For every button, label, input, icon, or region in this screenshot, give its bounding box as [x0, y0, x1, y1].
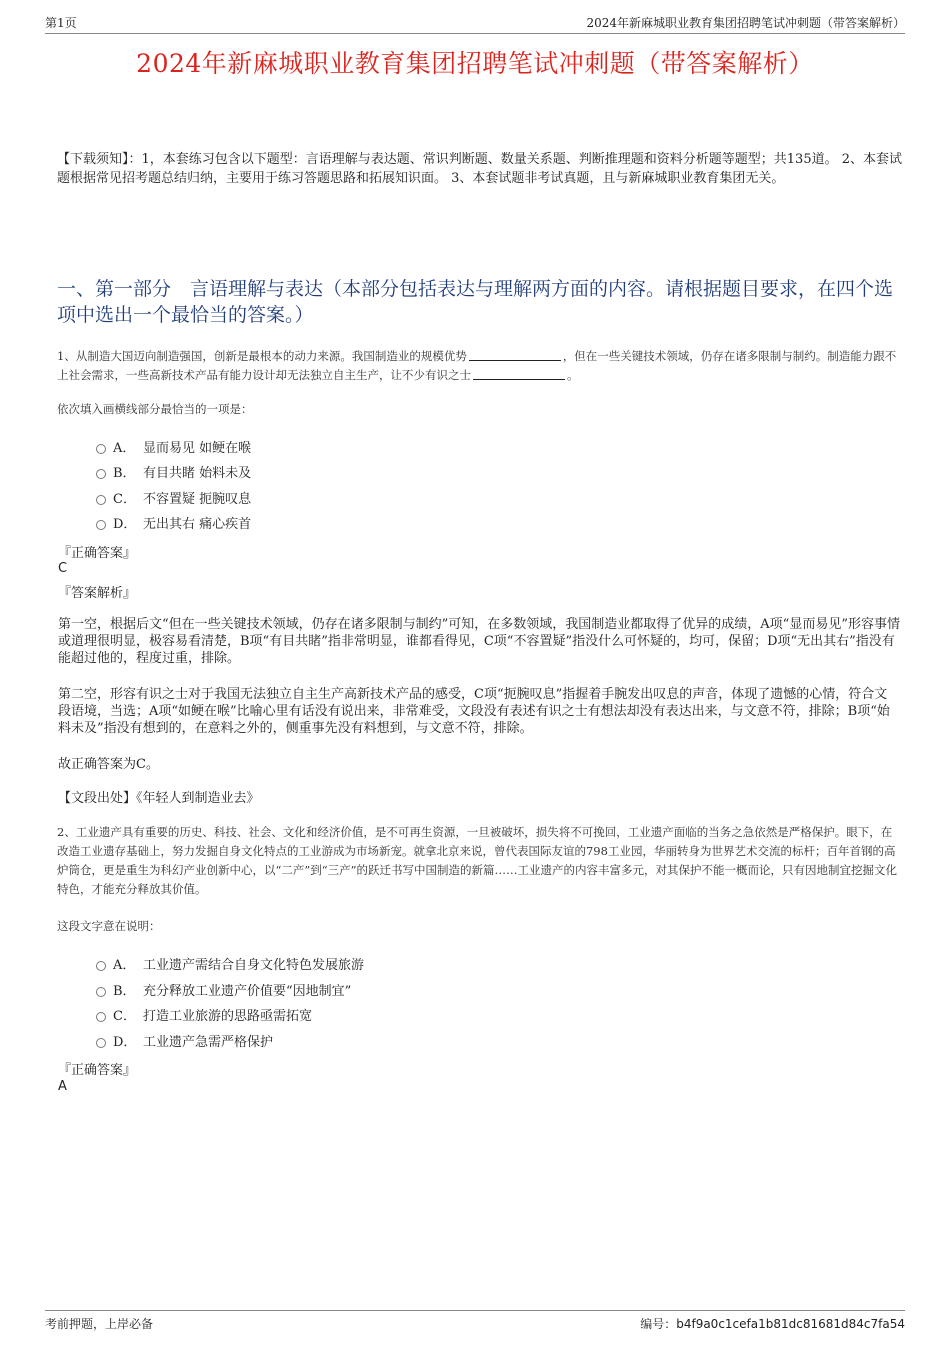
question-1-text-part-b: ，但在一些关键技术领域，仍存在诸多限制与制约。制造能力跟不上社会需求，一些高新技术产品有能力设计却无法独立自主生产，让不少有识之士 — [57, 349, 897, 382]
question-2-answer-label: 『正确答案』 — [58, 1063, 137, 1078]
footer-code-label: 编号： — [640, 1317, 677, 1331]
question-1-option-b[interactable] — [96, 461, 251, 481]
option-letter: C． — [113, 491, 136, 507]
question-1-option-c[interactable] — [96, 487, 251, 507]
fill-blank-2 — [473, 367, 565, 380]
option-letter: A． — [113, 957, 136, 973]
question-1-text-part-a: 1、从制造大国迈向制造强国，创新是最根本的动力来源。我国制造业的规模优势 — [57, 349, 467, 363]
question-1-analysis-label: 『答案解析』 — [58, 586, 137, 601]
page-header — [45, 14, 905, 34]
radio-icon[interactable] — [96, 444, 106, 454]
radio-icon[interactable] — [96, 1038, 106, 1048]
question-2-option-d[interactable] — [96, 1030, 273, 1050]
radio-icon[interactable] — [96, 961, 106, 971]
fill-blank-1 — [469, 348, 561, 361]
radio-icon[interactable] — [96, 520, 106, 530]
option-text: 不容置疑 扼腕叹息 — [143, 491, 252, 507]
question-1-text-part-c: 。 — [567, 368, 579, 382]
question-1-prompt: 依次填入画横线部分最恰当的一项是： — [57, 402, 253, 416]
radio-icon[interactable] — [96, 1012, 106, 1022]
question-2-option-c[interactable] — [96, 1004, 312, 1024]
option-letter: B． — [113, 465, 136, 481]
radio-icon[interactable] — [96, 469, 106, 479]
footer-code — [640, 1315, 905, 1332]
page-footer — [45, 1310, 905, 1335]
question-2-option-a[interactable] — [96, 953, 364, 973]
question-1-text — [57, 347, 902, 385]
question-1-analysis-paragraph-1: 第一空，根据后文“但在一些关键技术领域，仍存在诸多限制与制约”可知，在多数领域，我国制造业都取得了优异的成绩，A项“显而易见”形容事情或道理很明显，极容易看清楚，B项“有目共睹”指非常明显，谁都看得见，C项“不容置疑”指没什么可怀疑的，均可，保留；D项“无出其右”指没有能超过他的，程度过重，排除。 — [58, 617, 900, 666]
download-notice: 【下载须知】：1，本套练习包含以下题型：言语理解与表达题、常识判断题、数量关系题、判断推理题和资料分析题等题型；共135道。 2、本套试题根据常见招考题总结归纳，主要用于练习答题思路和拓展知识面。 3、本套试题非考试真题，且与新麻城职业教育集团无关。 — [57, 152, 902, 186]
option-text: 打造工业旅游的思路亟需拓宽 — [143, 1008, 313, 1024]
option-letter: A． — [113, 440, 136, 456]
question-2-answer: A — [58, 1079, 67, 1094]
option-text: 工业遗产需结合自身文化特色发展旅游 — [143, 957, 365, 973]
document-title: 2024年新麻城职业教育集团招聘笔试冲刺题（带答案解析） — [136, 49, 814, 78]
radio-icon[interactable] — [96, 495, 106, 505]
page-number: 第1页 — [45, 16, 77, 30]
option-letter: B． — [113, 983, 136, 999]
footer-slogan: 考前押题，上岸必备 — [45, 1317, 154, 1331]
question-1-option-d[interactable] — [96, 512, 251, 532]
option-letter: D． — [113, 1034, 137, 1050]
question-2-text: 2、工业遗产具有重要的历史、科技、社会、文化和经济价值，是不可再生资源，一旦被破坏，损失将不可挽回，工业遗产面临的当务之急依然是严格保护。眼下，在改造工业遗存基础上，努力发掘自身文化特点的工业游成为市场新宠。就拿北京来说，曾代表国际友谊的798工业园，华丽转身为世界艺术交流的标杆；百年首钢的高炉筒仓，更是重生为科幻产业创新中心，以“二产”到“三产”的跃迁书写中国制造的新篇……工业遗产的内容丰富多元，对其保护不能一概而论，只有因地制宜挖掘文化特色，才能充分释放其价值。 — [57, 825, 898, 896]
option-text: 充分释放工业遗产价值要“因地制宜” — [143, 983, 352, 999]
question-2-prompt: 这段文字意在说明： — [57, 919, 161, 933]
section-heading: 一、第一部分 言语理解与表达（本部分包括表达与理解两方面的内容。请根据题目要求，在四个选项中选出一个最恰当的答案。） — [57, 278, 894, 326]
question-1-answer-label: 『正确答案』 — [58, 546, 137, 561]
question-2-option-b[interactable] — [96, 979, 351, 999]
footer-code-value: b4f9a0c1cefa1b81dc81681d84c7fa54 — [676, 1317, 905, 1331]
header-doc-name: 2024年新麻城职业教育集团招聘笔试冲刺题（带答案解析） — [586, 16, 905, 30]
option-letter: C． — [113, 1008, 136, 1024]
question-1-option-a[interactable] — [96, 436, 251, 456]
question-1-answer: C — [58, 561, 68, 576]
question-1-source: 【文段出处】《年轻人到制造业去》 — [58, 791, 260, 806]
option-text: 显而易见 如鲠在喉 — [143, 440, 252, 456]
question-1-analysis-paragraph-2: 第二空，形容有识之士对于我国无法独立自主生产高新技术产品的感受，C项“扼腕叹息”指握着手腕发出叹息的声音，体现了遗憾的心情，符合文段语境，当选；A项“如鲠在喉”比喻心里有话没有说出来，非常难受，文段没有表述有识之士有想法却没有表达出来，与文意不符，排除；B项“始料未及”指没有想到的，在意料之外的，侧重事先没有料想到，与文意不符，排除。 — [58, 687, 890, 736]
option-letter: D． — [113, 516, 137, 532]
question-1-analysis-conclusion: 故正确答案为C。 — [58, 757, 159, 772]
radio-icon[interactable] — [96, 987, 106, 997]
option-text: 有目共睹 始料未及 — [143, 465, 252, 481]
option-text: 无出其右 痛心疾首 — [143, 516, 252, 532]
option-text: 工业遗产急需严格保护 — [143, 1034, 274, 1050]
